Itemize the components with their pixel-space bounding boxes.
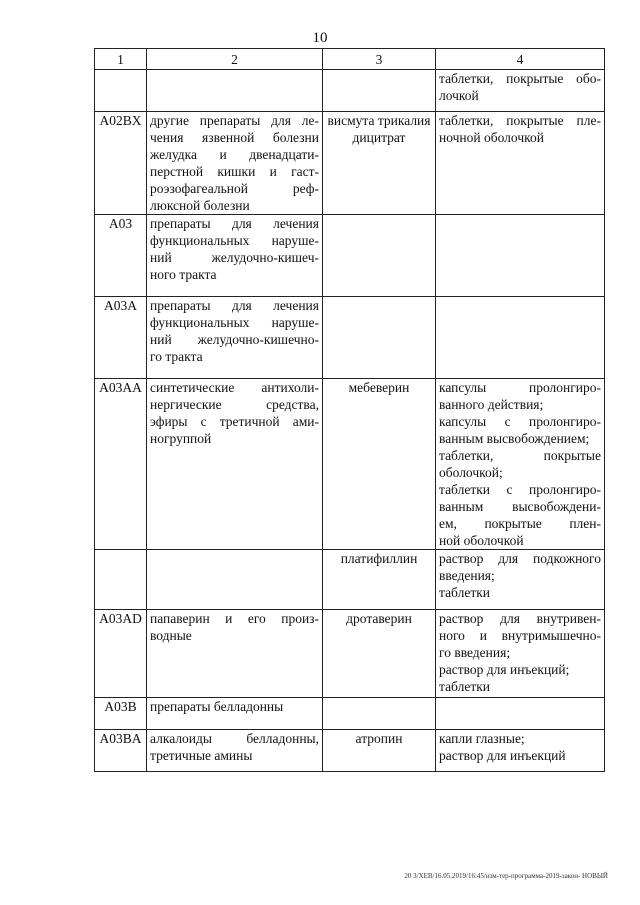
dosage-form-line: ночной оболочкой [439,130,544,145]
group-name-line: роэзофагеальной реф- [150,181,319,196]
atc-code-cell [95,550,147,610]
dosage-form-line: капсулы пролонгиро- [439,380,601,395]
dosage-form-line: таблетки [439,679,491,694]
dosage-form-cell [436,730,605,772]
table-body [95,70,605,772]
atc-code-cell: A03AA [95,379,147,550]
group-name-cell [147,112,323,215]
dosage-form-cell [436,215,605,297]
page-number: 10 [312,30,328,46]
atc-code-cell: A03BA [95,730,147,772]
group-name-line: ногруппой [150,431,212,446]
dosage-form-line: оболочкой; [439,465,503,480]
atc-code-cell: A03AD [95,610,147,698]
group-name-line: препараты белладонны [150,699,284,714]
inn-cell [323,215,436,297]
dosage-form-line: ной оболочкой [439,533,524,548]
group-name-line: папаверин и его произ- [150,611,319,626]
table-row [95,70,605,112]
group-name-cell [147,215,323,297]
dosage-form-cell [436,379,605,550]
table-row [95,550,605,610]
dosage-form-line: раствор для инъекций; [439,662,570,677]
drug-table [94,48,605,772]
dosage-form-line: ванного действия; [439,397,544,412]
group-name-line: ний желудочно-кишеч- [150,250,319,265]
atc-code-cell: A02BX [95,112,147,215]
group-name-cell [147,730,323,772]
inn-cell: платифиллин [323,550,436,610]
dosage-form-line: таблетки, покрытые обо- [439,71,601,86]
inn-cell [323,698,436,730]
dosage-form-cell [436,112,605,215]
group-name-line: функциональных наруше- [150,315,319,330]
dosage-form-line: таблетки, покрытые пле- [439,113,601,128]
dosage-form-line: капли глазные; [439,731,525,746]
group-name-cell [147,610,323,698]
atc-code-cell [95,70,147,112]
dosage-form-line: ного и внутримышечно- [439,628,601,643]
group-name-line: препараты для лечения [150,216,319,231]
group-name-cell [147,379,323,550]
group-name-line: го тракта [150,349,203,364]
dosage-form-line: ванным высвобождени- [439,499,601,514]
dosage-form-line: ем, покрытые плен- [439,516,601,531]
group-name-line: люксной болезни [150,198,250,213]
column-header: 2 [147,49,323,70]
dosage-form-line: таблетки, покрытые [439,448,601,463]
table-row [95,610,605,698]
table-row [95,112,605,215]
footer-stamp: 20 3/ХЕВ/16.05.2019/16:45/изм-тер-программа-2019-закон- НОВЫЙ [404,872,608,880]
dosage-form-line: капсулы с пролонгиро- [439,414,601,429]
group-name-cell [147,70,323,112]
dosage-form-line: раствор для подкожного [439,551,601,566]
dosage-form-line: раствор для инъекций [439,748,566,763]
group-name-line: ного тракта [150,267,217,282]
dosage-form-line: го введения; [439,645,511,660]
table-row [95,379,605,550]
atc-code-cell: A03A [95,297,147,379]
dosage-form-cell [436,70,605,112]
dosage-form-line: таблетки с пролонгиро- [439,482,601,497]
group-name-line: перстной кишки и гаст- [150,164,319,179]
table-row [95,297,605,379]
group-name-cell [147,297,323,379]
dosage-form-cell [436,297,605,379]
group-name-cell [147,550,323,610]
dosage-form-cell [436,610,605,698]
column-header: 3 [323,49,436,70]
group-name-line: третичные амины [150,748,253,763]
inn-cell: мебеверин [323,379,436,550]
inn-cell: висмута трикалия дицитрат [323,112,436,215]
column-header: 1 [95,49,147,70]
inn-cell [323,70,436,112]
table-header-row [95,49,605,70]
inn-cell: атропин [323,730,436,772]
inn-cell [323,297,436,379]
group-name-cell [147,698,323,730]
dosage-form-line: таблетки [439,585,491,600]
atc-code-cell: A03 [95,215,147,297]
dosage-form-line: введения; [439,568,495,583]
dosage-form-line: раствор для внутривен- [439,611,601,626]
group-name-line: нергические средства, [150,397,319,412]
dosage-form-cell [436,550,605,610]
group-name-line: ний желудочно-кишечно- [150,332,319,347]
column-header: 4 [436,49,605,70]
inn-cell: дротаверин [323,610,436,698]
group-name-line: желудка и двенадцати- [150,147,319,162]
group-name-line: другие препараты для ле- [150,113,319,128]
table-row [95,215,605,297]
dosage-form-line: ванным высвобождением; [439,431,590,446]
group-name-line: синтетические антихоли- [150,380,319,395]
dosage-form-cell [436,698,605,730]
table-row [95,730,605,772]
group-name-line: эфиры с третичной ами- [150,414,319,429]
table-row [95,698,605,730]
group-name-line: алкалоиды белладонны, [150,731,319,746]
group-name-line: функциональных наруше- [150,233,319,248]
group-name-line: водные [150,628,192,643]
group-name-line: чения язвенной болезни [150,130,319,145]
atc-code-cell: A03B [95,698,147,730]
dosage-form-line: лочкой [439,88,479,103]
group-name-line: препараты для лечения [150,298,319,313]
